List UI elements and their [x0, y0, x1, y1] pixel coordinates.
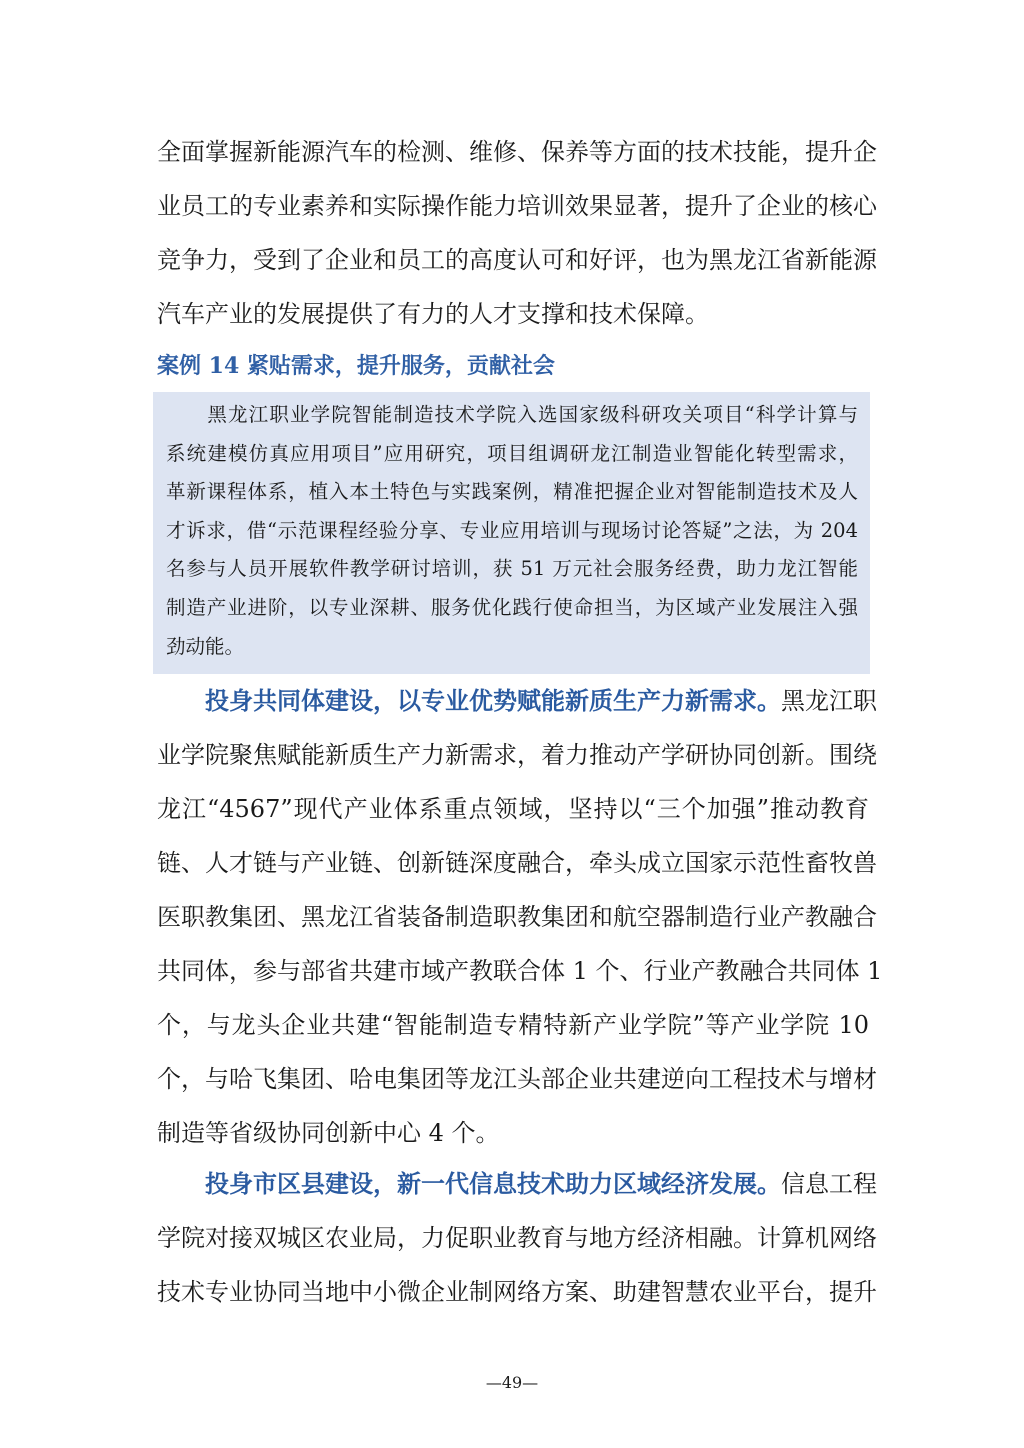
paragraph-line: 业员工的专业素养和实际操作能力培训效果显著，提升了企业的核心: [157, 192, 877, 220]
paragraph-line: 业学院聚焦赋能新质生产力新需求，着力推动产学研协同创新。围绕: [157, 741, 877, 769]
paragraph-line: 个，与龙头企业共建“智能制造专精特新产业学院”等产业学院 10: [157, 1011, 869, 1039]
page-number: —49—: [485, 1373, 539, 1392]
paragraph-line: 医职教集团、黑龙江省装备制造职教集团和航空器制造行业产教融合: [157, 903, 877, 931]
section-1-first-line-rest: 黑龙江职: [781, 687, 877, 715]
paragraph-line: 制造等省级协同创新中心 4 个。: [157, 1119, 500, 1147]
case-line: 系统建模仿真应用项目”应用研究，项目组调研龙江制造业智能化转型需求，: [166, 441, 858, 465]
case-text: [166, 396, 858, 666]
section-1-heading: 投身共同体建设，以专业优势赋能新质生产力新需求。: [205, 686, 781, 715]
paragraph-line: 汽车产业的发展提供了有力的人才支撑和技术保障。: [157, 300, 709, 328]
section-2-first-line: [157, 1157, 877, 1211]
section-2-heading: 投身市区县建设，新一代信息技术助力区域经济发展。: [205, 1169, 781, 1198]
paragraph-line: 技术专业协同当地中小微企业制网络方案、助建智慧农业平台，提升: [157, 1278, 877, 1306]
paragraph-line: 竞争力，受到了企业和员工的高度认可和好评，也为黑龙江省新能源: [157, 246, 877, 274]
case-line: 黑龙江职业学院智能制造技术学院入选国家级科研攻关项目“科学计算与: [166, 403, 858, 426]
section-2-first-line-rest: 信息工程: [781, 1170, 877, 1198]
intro-paragraph: [157, 125, 877, 341]
paragraph-line: 学院对接双城区农业局，力促职业教育与地方经济相融。计算机网络: [157, 1224, 877, 1252]
paragraph-line: 全面掌握新能源汽车的检测、维修、保养等方面的技术技能，提升企: [157, 138, 877, 166]
case-line: 名参与人员开展软件教学研讨培训，获 51 万元社会服务经费，助力龙江智能: [166, 557, 858, 581]
case-line: 制造产业进阶，以专业深耕、服务优化践行使命担当，为区域产业发展注入强: [166, 595, 858, 619]
case-line: 劲动能。: [166, 634, 245, 658]
section-1-first-line: [157, 674, 877, 728]
case-title: 案例 14 紧贴需求，提升服务，贡献社会: [157, 353, 555, 379]
paragraph-line: 共同体，参与部省共建市域产教联合体 1 个、行业产教融合共同体 1: [157, 957, 883, 985]
case-line: 革新课程体系，植入本土特色与实践案例，精准把握企业对智能制造技术及人: [166, 480, 858, 504]
paragraph-line: 个，与哈飞集团、哈电集团等龙江头部企业共建逆向工程技术与增材: [157, 1065, 877, 1093]
section-1-paragraph: [157, 674, 883, 1160]
section-2-paragraph: [157, 1157, 877, 1319]
paragraph-line: 链、人才链与产业链、创新链深度融合，牵头成立国家示范性畜牧兽: [157, 849, 877, 877]
paragraph-line: 龙江“4567”现代产业体系重点领域，坚持以“三个加强”推动教育: [157, 795, 869, 823]
case-line: 才诉求，借“示范课程经验分享、专业应用培训与现场讨论答疑”之法，为 204: [166, 518, 858, 542]
case-box: [153, 392, 870, 674]
